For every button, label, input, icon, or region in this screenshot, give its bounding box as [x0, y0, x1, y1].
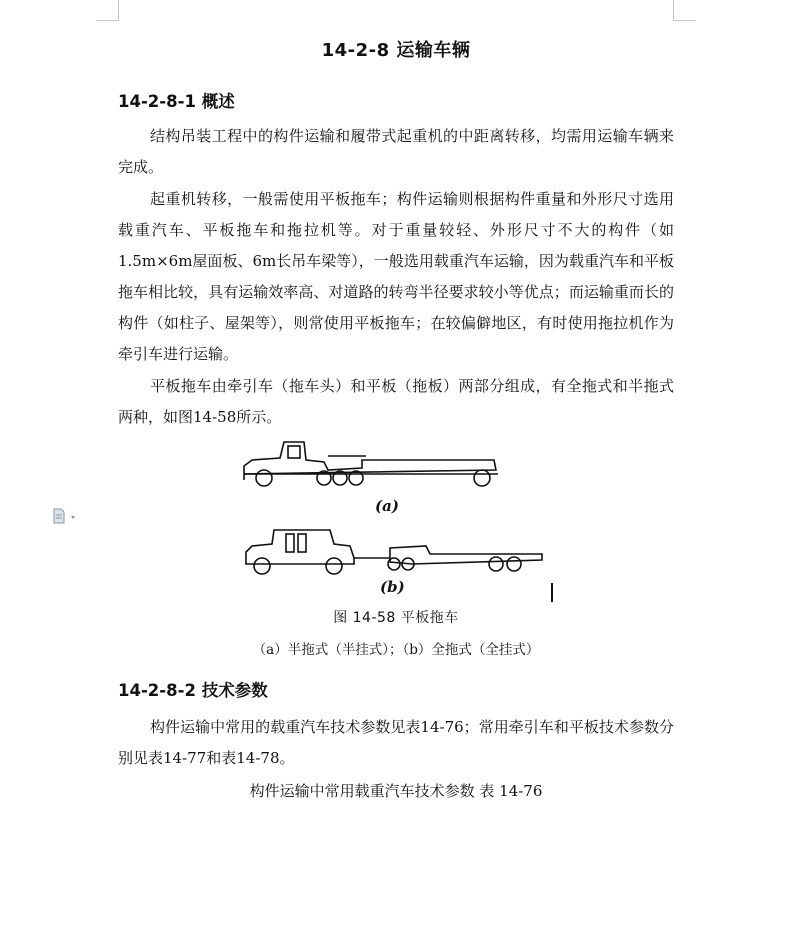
paragraph-2: 起重机转移，一般需使用平板拖车；构件运输则根据构件重量和外形尺寸选用载重汽车、平板拖车和拖拉机等。对于重量较轻、外形尺寸不大的构件（如1.5m×6m屋面板、6m长吊车梁等），一般选用载重汽车运输，因为载重汽车和平板拖车相比较，具有运输效率高、对道路的转弯半径要求较小等优点；而运输重而长的构件（如柱子、屋架等），则常使用平板拖车；在较偏僻地区，有时使用拖拉机作为牵引车进行运输。 [118, 190, 674, 363]
subsection-heading-parameters: 14-2-8-2 技术参数 [118, 681, 268, 700]
paragraph-1: 结构吊装工程中的构件运输和履带式起重机的中距离转移，均需用运输车辆来完成。 [118, 127, 674, 176]
subsection-heading-overview: 14-2-8-1 概述 [118, 92, 235, 111]
crop-mark-top-right-h [673, 20, 696, 21]
section-title: 14-2-8 运输车辆 [321, 40, 471, 61]
document-icon[interactable] [52, 508, 78, 524]
paragraph-3: 平板拖车由牵引车（拖车头）和平板（拖板）两部分组成，有全拖式和半拖式两种，如图14-58所示。 [118, 377, 674, 426]
crop-mark-top-left-h [96, 20, 119, 21]
crop-mark-top-right-v [673, 0, 674, 20]
figure-caption: 图 14-58 平板拖车 [333, 610, 459, 626]
full-trailer-figure [242, 526, 550, 578]
table-title: 构件运输中常用载重汽车技术参数 表 14-76 [249, 782, 543, 800]
figure-label-b: (b) [380, 578, 405, 596]
figure-subcaption: （a）半拖式（半挂式）；（b）全拖式（全挂式） [252, 642, 540, 658]
crop-mark-top-left-v [118, 0, 119, 20]
paragraph-4: 构件运输中常用的载重汽车技术参数见表14-76；常用牵引车和平板技术参数分别见表14-77和表14-78。 [118, 718, 674, 767]
figure-label-a: (a) [375, 497, 399, 515]
semi-trailer-figure [238, 436, 506, 492]
text-cursor [551, 583, 553, 602]
